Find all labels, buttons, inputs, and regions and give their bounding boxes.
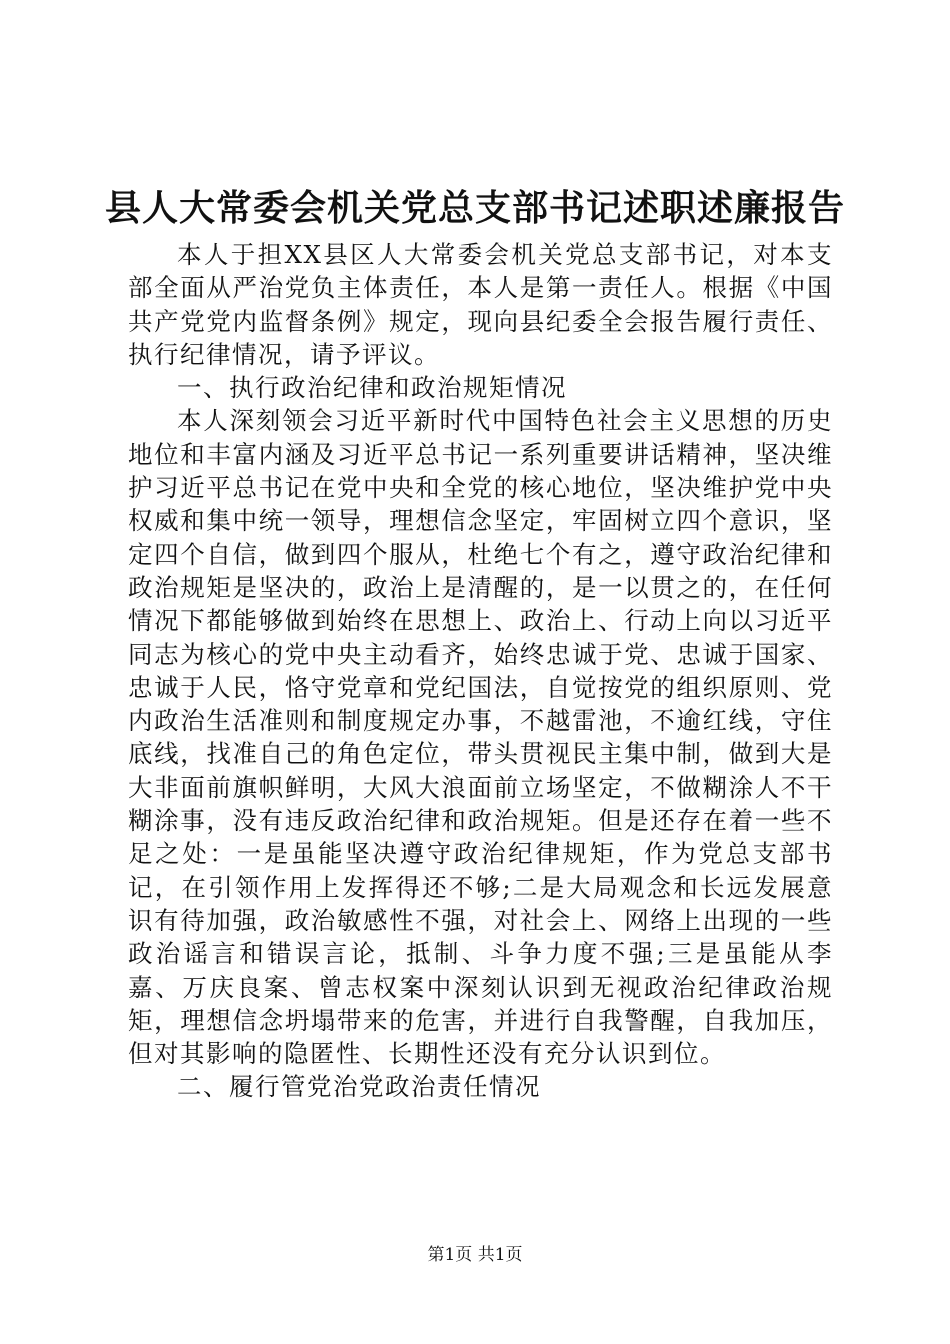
section-1-paragraph: 本人深刻领会习近平新时代中国特色社会主义思想的历史地位和丰富内涵及习近平总书记一系列重要讲话精神，坚决维护习近平总书记在党中央和全党的核心地位，坚决维护党中央权威和集中统一领导，理想信念坚定，牢固树立四个意识，坚定四个自信，做到四个服从，杜绝七个有之，遵守政治纪律和政治规矩是坚决的，政治上是清醒的，是一以贯之的，在任何情况下都能够做到始终在思想上、政治上、行动上向以习近平同志为核心的党中央主动看齐，始终忠诚于党、忠诚于国家、忠诚于人民，恪守党章和党纪国法，自觉按党的组织原则、党内政治生活准则和制度规定办事，不越雷池，不逾红线，守住底线，找准自己的角色定位，带头贯视民主集中制，做到大是大非面前旗帜鲜明，大风大浪面前立场坚定，不做糊涂人不干糊涂事，没有违反政治纪律和政治规矩。但是还存在着一些不足之处：一是虽能坚决遵守政治纪律规矩，作为党总支部书记，在引领作用上发挥得还不够;二是大局观念和长远发展意识有待加强，政治敏感性不强，对社会上、网络上出现的一些政治谣言和错误言论，抵制、斗争力度不强;三是虽能从李嘉、万庆良案、曾志权案中深刻认识到无视政治纪律政治规矩，理想信念坍塌带来的危害，并进行自我警醒，自我加压，但对其影响的隐匿性、长期性还没有充分认识到位。: [128, 406, 833, 1069]
section-heading-2: 二、履行管党治党政治责任情况: [177, 1072, 541, 1102]
section-heading-1: 一、执行政治纪律和政治规矩情况: [177, 373, 567, 403]
page-footer: 第1页 共1页: [427, 1245, 523, 1265]
document-body: [128, 238, 833, 1104]
intro-paragraph: 本人于担XX县区人大常委会机关党总支部书记，对本支部全面从严治党负主体责任，本人是第一责任人。根据《中国共产党党内监督条例》规定，现向县纪委全会报告履行责任、执行纪律情况，请予评议。: [128, 240, 833, 369]
document-title: 县人大常委会机关党总支部书记述职述廉报告: [104, 187, 845, 229]
